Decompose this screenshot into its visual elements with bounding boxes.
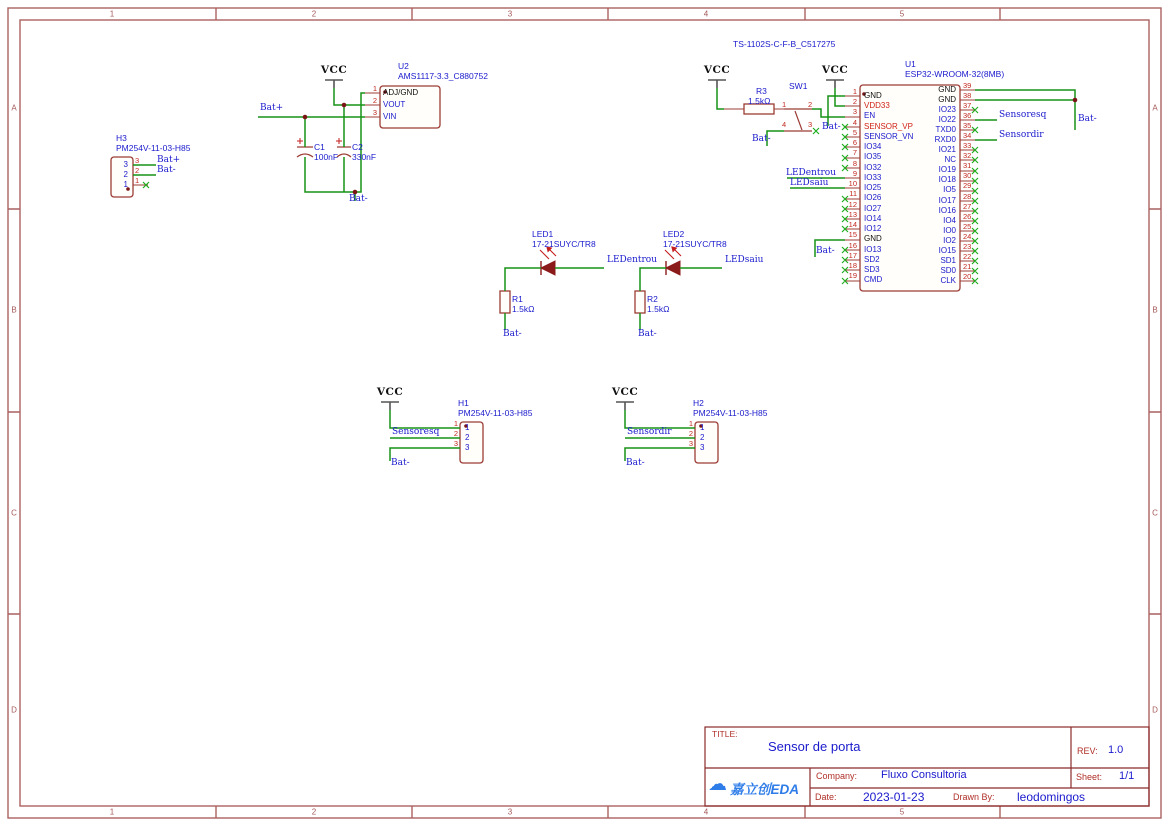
net-label-bat-minus[interactable]: Bat- [391,458,410,468]
border-row-label: B [11,305,17,315]
sw1-pin-number: 4 [782,120,787,129]
net-label-ledentrou[interactable]: LEDentrou [786,168,837,178]
net-label-bat-plus[interactable]: Bat+ [157,155,181,165]
led1-ref[interactable]: LED1 [532,229,554,239]
r1-resistor-body[interactable] [500,291,510,313]
drawn-by-label: Drawn By: [953,792,995,802]
sw1-pin-number: 3 [808,120,813,129]
c2-capacitor-body[interactable] [337,147,351,157]
h1-pin-names: 1 2 3 [465,423,470,452]
company-label: Company: [816,771,858,781]
r2-resistor-body[interactable] [635,291,645,313]
u2-value[interactable]: AMS1117-3.3_C880752 [398,71,488,81]
company-value[interactable]: Fluxo Consultoria [881,769,967,781]
border-col-label: 2 [311,807,317,817]
net-label-bat-minus[interactable]: Bat- [349,194,368,204]
h1-pin-numbers: 1 2 3 [453,419,458,448]
net-label-vcc[interactable]: VCC [376,386,404,398]
drawn-by-value[interactable]: leodomingos [1017,790,1086,804]
r2-value[interactable]: 1.5kΩ [647,304,670,314]
net-label-ledentrou[interactable]: LEDentrou [607,255,658,265]
r3-ref[interactable]: R3 [756,86,767,96]
border-row-label: A [1152,103,1158,113]
net-label-bat-minus[interactable]: Bat- [638,329,657,339]
led2-symbol[interactable] [665,247,681,275]
u1-value[interactable]: ESP32-WROOM-32(8MB) [905,69,1005,79]
r1-ref[interactable]: R1 [512,294,523,304]
led2-value[interactable]: 17-21SUYC/TR8 [663,239,727,249]
border-col-label: 3 [507,9,513,19]
led1-symbol[interactable] [540,247,556,275]
net-label-bat-minus[interactable]: Bat- [626,458,645,468]
border-row-label: D [11,705,17,715]
net-label-sensoresq[interactable]: Sensoresq [999,110,1047,120]
u1-left-pin-numbers: 1 2 3 4 5 6 7 8 9 10 11 12 13 14 15 16 17 18 19 [848,86,857,281]
border-row-label: C [1152,508,1158,518]
border-row-label: A [11,103,17,113]
net-label-vcc[interactable]: VCC [703,64,731,76]
c1-capacitor-body[interactable] [297,147,313,157]
h2-ref[interactable]: H2 [693,398,704,408]
c1-value[interactable]: 100nF [314,152,339,162]
border-col-label: 5 [899,807,905,817]
net-label-bat-minus[interactable]: Bat- [752,134,771,144]
h2-value[interactable]: PM254V-11-03-H85 [693,408,768,418]
border-col-label: 5 [899,9,905,19]
c2-ref[interactable]: C2 [352,142,363,152]
h3-value[interactable]: PM254V-11-03-H85 [116,143,191,153]
net-label-ledsaiu[interactable]: LEDsaiu [725,255,764,265]
sheet-frame [8,8,1161,818]
net-label-sensordir[interactable]: Sensordir [999,130,1044,140]
h1-ref[interactable]: H1 [458,398,469,408]
net-label-sensoresq[interactable]: Sensoresq [392,427,440,437]
net-label-sensordir[interactable]: Sensordir [627,427,672,437]
net-label-ledsaiu[interactable]: LEDsaiu [790,178,829,188]
h1-value[interactable]: PM254V-11-03-H85 [458,408,533,418]
title-label: TITLE: [712,729,738,739]
net-label-vcc[interactable]: VCC [611,386,639,398]
rev-value[interactable]: 1.0 [1108,744,1124,756]
r3-value[interactable]: 1.5kΩ [748,96,771,106]
sw1-ref[interactable]: SW1 [789,81,808,91]
net-label-bat-minus[interactable]: Bat- [503,329,522,339]
r2-ref[interactable]: R2 [647,294,658,304]
sheet-title[interactable]: Sensor de porta [768,739,861,754]
h2-pin-numbers: 1 2 3 [688,419,693,448]
u2-pin-numbers: 1 2 3 [372,84,377,117]
net-label-bat-minus[interactable]: Bat- [1078,114,1097,124]
border-col-label: 3 [507,807,513,817]
net-label-vcc[interactable]: VCC [320,64,348,76]
h3-pin-names: 3 2 1 [123,160,128,189]
h3-pin-numbers: 3 2 1 [135,156,140,185]
led2-ref[interactable]: LED2 [663,229,685,239]
led1-value[interactable]: 17-21SUYC/TR8 [532,239,596,249]
border-row-label: D [1152,705,1158,715]
sw1-pin-number: 2 [808,100,813,109]
rev-label: REV: [1077,746,1098,756]
border-col-label: 1 [109,9,115,19]
u1-left-pin-names: GND VDD33 EN SENSOR_VP SENSOR_VN IO34 IO35 IO32 IO33 IO25 IO26 IO27 IO14 IO12 GND IO13 SD2 SD3 CMD [864,90,914,285]
date-value[interactable]: 2023-01-23 [863,790,925,804]
border-col-label: 4 [703,9,709,19]
h2-pin-names: 1 2 3 [700,423,705,452]
r1-value[interactable]: 1.5kΩ [512,304,535,314]
border-col-label: 2 [311,9,317,19]
c1-ref[interactable]: C1 [314,142,325,152]
net-label-bat-minus[interactable]: Bat- [816,246,835,256]
sheet-label: Sheet: [1076,772,1103,782]
net-label-bat-minus[interactable]: Bat- [822,122,841,132]
date-label: Date: [815,792,837,802]
net-label-vcc[interactable]: VCC [821,64,849,76]
border-col-label: 4 [703,807,709,817]
border-col-label: 1 [109,807,115,817]
c2-value[interactable]: 330nF [352,152,377,162]
net-label-bat-plus[interactable]: Bat+ [260,103,284,113]
sw1-pin-number: 1 [782,100,787,109]
border-row-label: B [1152,305,1158,315]
h3-ref[interactable]: H3 [116,133,127,143]
net-label-bat-minus[interactable]: Bat- [157,165,176,175]
u1-right-pin-numbers: 39 38 37 36 35 34 33 32 31 30 29 28 27 26 25 24 23 22 21 20 [963,81,972,281]
jlceda-logo: 嘉立创EDA [730,782,800,797]
border-row-label: C [11,508,17,518]
jlceda-cloud-icon: ☁ [708,774,727,795]
sw1-value[interactable]: TS-1102S-C-F-B_C517275 [733,39,836,49]
sheet-value[interactable]: 1/1 [1119,770,1135,782]
u2-pin-names: ADJ/GND VOUT VIN [383,88,419,121]
u1-ref[interactable]: U1 [905,59,916,69]
u1-right-pin-names: GND GND IO23 IO22 TXD0 RXD0 IO21 NC IO19 IO18 IO5 IO17 IO16 IO4 IO0 IO2 IO15 SD1 SD0 CLK [934,85,956,285]
u2-ref[interactable]: U2 [398,61,409,71]
